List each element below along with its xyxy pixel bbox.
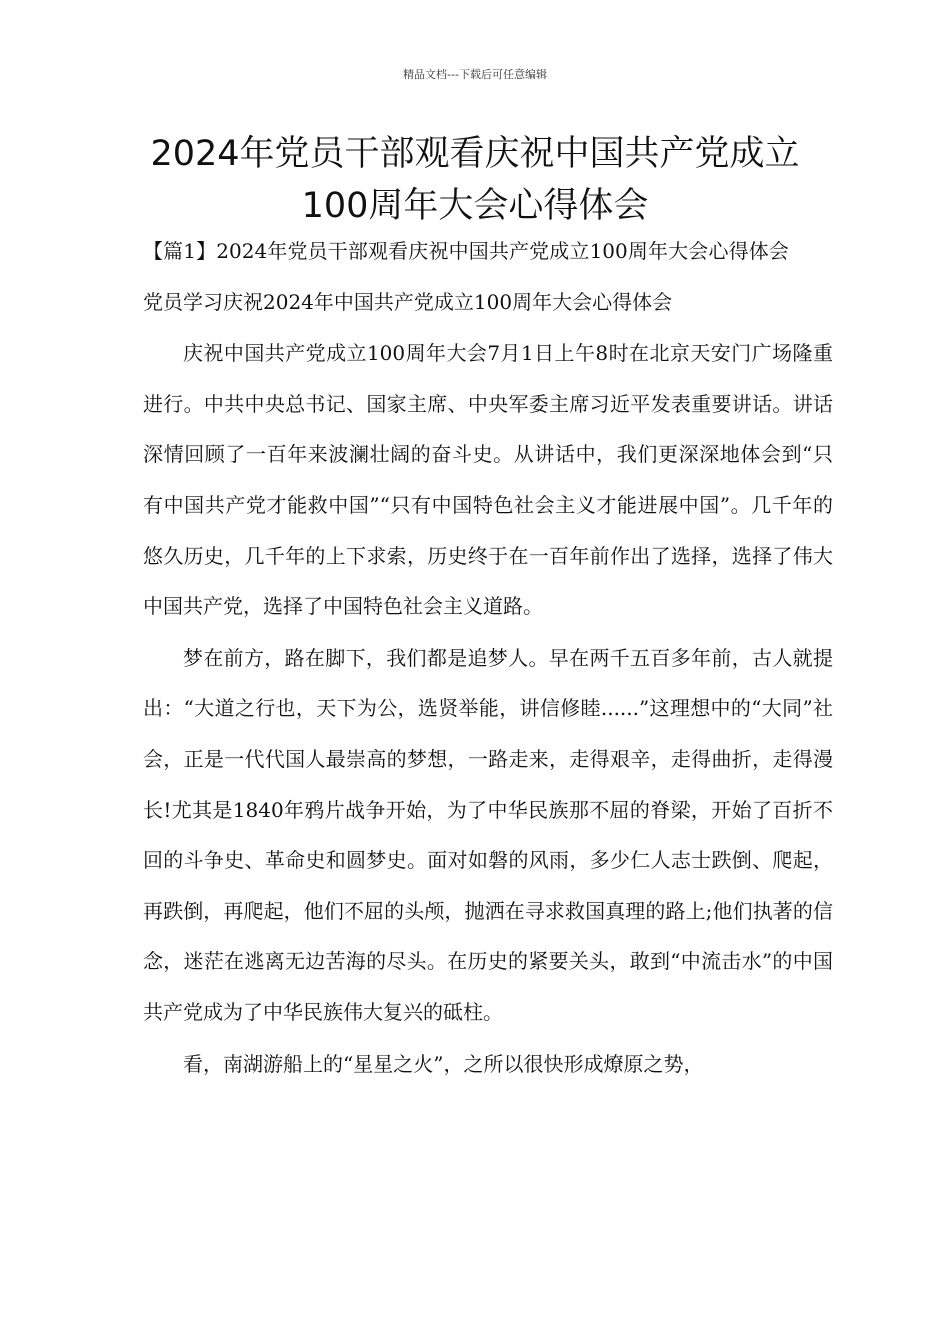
body-paragraph-1: 庆祝中国共产党成立100周年大会7月1日上午8时在北京天安门广场隆重进行。中共中央总书记、国家主席、中央军委主席习近平发表重要讲话。讲话深情回顾了一百年来波澜壮阔的奋斗史。从讲话中，我们更深深地体会到“只有中国共产党才能救中国”“只有中国特色社会主义才能进展中国”。几千年的悠久历史，几千年的上下求索，历史终于在一百年前作出了选择，选择了伟大中国共产党，选择了中国特色社会主义道路。 xyxy=(143,341,833,619)
intro-paragraph xyxy=(143,226,833,327)
intro-part-1: 【篇1】2024年党员干部观看庆祝中国共产党成立100周年大会心得体会 xyxy=(143,239,789,263)
body-paragraph-2: 梦在前方，路在脚下，我们都是追梦人。早在两千五百多年前，古人就提出：“大道之行也，天下为公，选贤举能，讲信修睦......”这理想中的“大同”社会，正是一代代国人最崇高的梦想，一路走来，走得艰辛，走得曲折，走得漫长!尤其是1840年鸦片战争开始，为了中华民族那不屈的脊梁，开始了百折不回的斗争史、革命史和圆梦史。面对如磐的风雨，多少仁人志士跌倒、爬起，再跌倒，再爬起，他们不屈的头颅，抛洒在寻求救国真理的路上;他们执著的信念，迷茫在逃离无边苦海的尽头。在历史的紧要关头，敢到“中流击水”的中国共产党成为了中华民族伟大复兴的砥柱。 xyxy=(143,645,833,1024)
document-body xyxy=(143,226,833,1089)
document-title: 2024年党员干部观看庆祝中国共产党成立100周年大会心得体会 xyxy=(150,134,800,226)
page-header: 精品文档---下载后可任意编辑 xyxy=(403,68,547,81)
body-paragraph-3: 看，南湖游船上的“星星之火”，之所以很快形成燎原之势， xyxy=(183,1051,704,1076)
intro-part-2: 党员学习庆祝2024年中国共产党成立100周年大会心得体会 xyxy=(143,289,673,314)
